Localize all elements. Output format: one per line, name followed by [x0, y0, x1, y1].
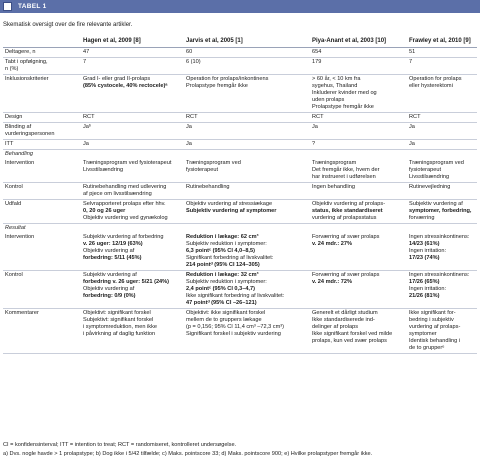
cell-line: n (%) [5, 66, 19, 72]
cell-line: delinger af prolaps [312, 324, 359, 330]
cell-line: 47 [83, 49, 90, 55]
table-row [3, 75, 477, 113]
cell-line: Subjektiv reduktion i symptomer: [186, 279, 267, 285]
table-cell [81, 123, 184, 140]
section-label: Resultat [5, 225, 26, 231]
table-cell [310, 200, 407, 224]
table-cell [310, 123, 407, 140]
table-cell [81, 140, 184, 150]
cell-line: eller hysterektomi [409, 83, 453, 89]
table-cell [407, 58, 477, 75]
table-cell [81, 200, 184, 224]
cell-line: Prolapstype fremgår ikke [312, 104, 374, 110]
cell-line: 47 pointᵈ (95% CI –26–121) [186, 300, 257, 306]
table-row [3, 140, 477, 150]
table-cell [310, 140, 407, 150]
cell-line: 179 [312, 59, 322, 65]
cell-line: 7 [83, 59, 87, 65]
cell-line: forbedring: 0/9 (0%) [83, 293, 136, 299]
cell-line: mellem de to gruppers lækage [186, 317, 262, 323]
cell-line: Design [5, 114, 23, 120]
table-cell [81, 233, 184, 271]
table-cell [184, 183, 310, 200]
cell-line: Signifikant forskel i subjektiv vurdering [186, 331, 281, 337]
table-cell [184, 140, 310, 150]
cell-line: Objektiv vurdering af [83, 248, 135, 254]
cell-line: Deltagere, n [5, 49, 36, 55]
cell-line: Intervention [5, 234, 35, 240]
row-label [3, 309, 81, 354]
overview-table [3, 37, 477, 354]
table-cell [184, 58, 310, 75]
cell-line: Forværring af svær prolaps [312, 234, 380, 240]
table-cell [184, 271, 310, 309]
cell-line: ? [312, 141, 316, 147]
table-cell [310, 233, 407, 271]
cell-line: 0, 20 og 26 uger [83, 208, 126, 214]
cell-line: RCT [409, 114, 421, 120]
cell-line: v. 26 uger: 12/19 (63%) [83, 241, 143, 247]
cell-line: Ikke standardiserede ind- [312, 317, 375, 323]
table-row [3, 200, 477, 224]
cell-line: Prolapstype fremgår ikke [186, 83, 248, 89]
cell-line: Subjektiv reduktion i symptomer: [186, 241, 267, 247]
cell-line: vurderingspersonen [5, 131, 55, 137]
table-cell [184, 233, 310, 271]
table-cell [310, 48, 407, 58]
row-label [3, 58, 81, 75]
cell-line: Objektiv vurdering af [83, 286, 135, 292]
row-label [3, 75, 81, 113]
cell-line: (p = 0,156; 95% CI 11,4 cm³ –72,3 cm³) [186, 324, 284, 330]
cell-line: RCT [83, 114, 95, 120]
cell-line: Inklusionskriterier [5, 76, 49, 82]
cell-line: Objektiv vurdering af prolaps- [312, 201, 386, 207]
table-cell [407, 75, 477, 113]
table-row [3, 183, 477, 200]
cell-line: fysioterapeut [409, 167, 442, 173]
cell-line: Ingen irritation: [409, 286, 447, 292]
row-label [3, 159, 81, 183]
cell-line: sygehus, Thailand [312, 83, 358, 89]
section-row [3, 150, 477, 160]
cell-line: Træningsprogram [312, 160, 357, 166]
table-cell [81, 309, 184, 354]
row-label [3, 200, 81, 224]
table-cell [310, 113, 407, 123]
table-row [3, 233, 477, 271]
cell-line: 2,4 pointᶜ (95% CI 0,3–4,7) [186, 286, 255, 292]
cell-line: fysioterapeut [186, 167, 219, 173]
cell-line: Træningsprogram ved [409, 160, 464, 166]
cell-line: i påvirkning af daglig funktion [83, 331, 156, 337]
cell-line: Identisk behandling i [409, 338, 461, 344]
cell-line: Træningsprogram ved fysioterapeut [83, 160, 172, 166]
cell-line: ITT [5, 141, 14, 147]
cell-line: 6 (10) [186, 59, 201, 65]
row-label [3, 113, 81, 123]
cell-line: 6,3 pointᶜ (95% CI 4,0–8,5) [186, 248, 255, 254]
cell-line: Operation for prolaps/inkontinens [186, 76, 269, 82]
table-cell [81, 159, 184, 183]
cell-line: 214 pointᵈ (95% CI 124–305) [186, 262, 260, 268]
cell-line: Kontrol [5, 184, 23, 190]
cell-line: Kommentarer [5, 310, 39, 316]
cell-line: vurdering af prolaps- [409, 324, 461, 330]
cell-line: Ja [312, 124, 318, 130]
cell-line: Signifikant forbedring af livskvalitet: [186, 255, 274, 261]
table-cell [310, 183, 407, 200]
cell-line: 21/26 (81%) [409, 293, 440, 299]
table-cell [81, 271, 184, 309]
cell-line: 654 [312, 49, 322, 55]
cell-line: Reduktion i lækage: 62 cm³ [186, 234, 259, 240]
section-label: Behandling [5, 151, 33, 157]
table-row [3, 309, 477, 354]
table-cell [310, 58, 407, 75]
table-row [3, 159, 477, 183]
table-cell [184, 48, 310, 58]
table-cell [407, 140, 477, 150]
cell-line: 14/23 (61%) [409, 241, 440, 247]
cell-line: Livsstilsændring [83, 167, 124, 173]
table-cell [81, 113, 184, 123]
table-cell [310, 309, 407, 354]
cell-line: Ingen irritation: [409, 248, 447, 254]
table-caption: Skematisk oversigt over de fire relevante artikler. [3, 22, 133, 28]
table-cell [184, 159, 310, 183]
row-label [3, 233, 81, 271]
cell-line: Objektivt: ikke signifikant forskel [186, 310, 266, 316]
cell-line: Ikke signifikant forbedring af livskvalitet: [186, 293, 285, 299]
cell-line: af pjece om livsstilsændring [83, 191, 152, 197]
cell-line: Rutinebehandling [186, 184, 230, 190]
cell-line: Selvrapporteret prolaps efter hhv. [83, 201, 166, 207]
cell-line: RCT [186, 114, 198, 120]
table-cell [81, 48, 184, 58]
cell-line: symptomer [409, 331, 437, 337]
column-header [3, 37, 81, 48]
cell-line: Inkluderer kvinder med og [312, 90, 377, 96]
cell-line: status, ikke standardiseret [312, 208, 383, 214]
cell-line: Udfald [5, 201, 22, 207]
cell-line: Ja [186, 141, 192, 147]
cell-line: Forværring af svær prolaps [312, 272, 380, 278]
cell-line: Jaᵇ [83, 124, 92, 130]
footnote-abbreviations: CI = konfidensinterval; ITT = intention to treat; RCT = randomiseret, kontrolleret undersøgelse. [3, 442, 237, 448]
column-header: Jarvis et al, 2005 [1] [184, 37, 310, 48]
table-row [3, 48, 477, 58]
table-cell [407, 113, 477, 123]
cell-line: Ikke signifikant for- [409, 310, 456, 316]
table-cell [407, 48, 477, 58]
cell-line: Ja [409, 124, 415, 130]
cell-line: Ingen behandling [312, 184, 355, 190]
cell-line: Objektiv vurdering ved gynækolog [83, 215, 168, 221]
table-cell [184, 113, 310, 123]
table-cell [407, 183, 477, 200]
cell-line: forbedring v. 26 uger: 5/21 (24%) [83, 279, 170, 285]
cell-line: RCT [312, 114, 324, 120]
cell-line: Subjektiv vurdering af [409, 201, 463, 207]
cell-line: Ja [409, 141, 415, 147]
table-row [3, 58, 477, 75]
table-cell [184, 123, 310, 140]
cell-line: har instrueret i udførelsen [312, 174, 376, 180]
cell-line: v. 24 mdr.: 72% [312, 279, 353, 285]
cell-line: Objektivt: signifikant forskel [83, 310, 151, 316]
table-cell [407, 159, 477, 183]
table-cell [184, 200, 310, 224]
cell-line: Det fremgår ikke, hvem der [312, 167, 380, 173]
cell-line: Ja [83, 141, 89, 147]
column-header: Frawley et al, 2010 [9] [407, 37, 477, 48]
cell-line: Intervention [5, 160, 35, 166]
cell-line: Tabt i opfølgning, [5, 59, 48, 65]
table-cell [184, 75, 310, 113]
cell-line: Ja [186, 124, 192, 130]
cell-line: forbedring: 5/11 (45%) [83, 255, 142, 261]
cell-line: Objektiv vurdering af stressiækage [186, 201, 273, 207]
cell-line: Ingen stressinkontinens: [409, 272, 470, 278]
table-cell [184, 309, 310, 354]
table-header-bar [0, 0, 480, 13]
table-icon [3, 2, 12, 11]
cell-line: 17/23 (74%) [409, 255, 440, 261]
table-body [3, 48, 477, 354]
row-label [3, 48, 81, 58]
table-cell [407, 233, 477, 271]
cell-line: symptomer, forbedring, [409, 208, 472, 214]
cell-line: Blinding af [5, 124, 32, 130]
row-label [3, 123, 81, 140]
cell-line: bedring i subjektiv [409, 317, 454, 323]
cell-line: v. 24 mdr.: 27% [312, 241, 353, 247]
cell-line: 60 [186, 49, 193, 55]
cell-line: 51 [409, 49, 416, 55]
cell-line: Subjektiv vurdering af forbedring [83, 234, 164, 240]
column-header: Piya-Anant et al, 2003 [10] [310, 37, 407, 48]
cell-line: Ingen stressinkontinens: [409, 234, 470, 240]
cell-line: prolaps, kun ved svær prolaps [312, 338, 387, 344]
table-row [3, 271, 477, 309]
cell-line: Subjektiv vurdering af [83, 272, 137, 278]
table-cell [407, 271, 477, 309]
cell-line: Kontrol [5, 272, 23, 278]
row-label [3, 183, 81, 200]
cell-line: forværring [409, 215, 435, 221]
table-cell [81, 58, 184, 75]
cell-line: Træningsprogram ved [186, 160, 241, 166]
table-cell [81, 183, 184, 200]
footnote-notes: a) Dvs. nogle havde > 1 prolapstype; b) Dog ikke i 5/42 tilfælde; c) Maks. pointscore 33; d) Maks. pointscore 900; e) Hvilke prolapstyper fremgår ikke. [3, 451, 373, 457]
cell-line: Rutinebehandling med udlevering [83, 184, 167, 190]
cell-line: de to grupperᵉ [409, 345, 445, 351]
table-row [3, 113, 477, 123]
table-cell [310, 159, 407, 183]
cell-line: Generelt et dårligt studium [312, 310, 378, 316]
cell-line: Ikke signifikant forskel ved milde [312, 331, 393, 337]
cell-line: Subjektivt: signifikant forskel [83, 317, 154, 323]
table-row [3, 123, 477, 140]
cell-line: 17/26 (65%) [409, 279, 440, 285]
cell-line: vurdering af prolapsstatus [312, 215, 377, 221]
cell-line: uden prolaps [312, 97, 345, 103]
table-cell [407, 123, 477, 140]
table-cell [310, 271, 407, 309]
table-cell [407, 309, 477, 354]
cell-line: Reduktion i lækage: 32 cm³ [186, 272, 259, 278]
cell-line: Operation for prolaps [409, 76, 462, 82]
table-cell [407, 200, 477, 224]
table-title: TABEL 1 [18, 3, 47, 10]
cell-line: i symptomreduktion, men ikke [83, 324, 157, 330]
cell-line: Rutinevejledning [409, 184, 451, 190]
column-header-row [3, 37, 477, 48]
table-cell [81, 75, 184, 113]
row-label [3, 271, 81, 309]
cell-line: (85% cystocele, 40% rectocele)ᵃ [83, 83, 168, 89]
row-label [3, 140, 81, 150]
cell-line: 7 [409, 59, 413, 65]
cell-line: Grad I- eller grad II-prolaps [83, 76, 151, 82]
cell-line: Subjektiv vurdering af symptomer [186, 208, 277, 214]
cell-line: Livsstilsændring [409, 174, 450, 180]
column-header: Hagen et al, 2009 [8] [81, 37, 184, 48]
table-cell [310, 75, 407, 113]
section-row [3, 224, 477, 234]
cell-line: > 60 år, < 10 km fra [312, 76, 361, 82]
